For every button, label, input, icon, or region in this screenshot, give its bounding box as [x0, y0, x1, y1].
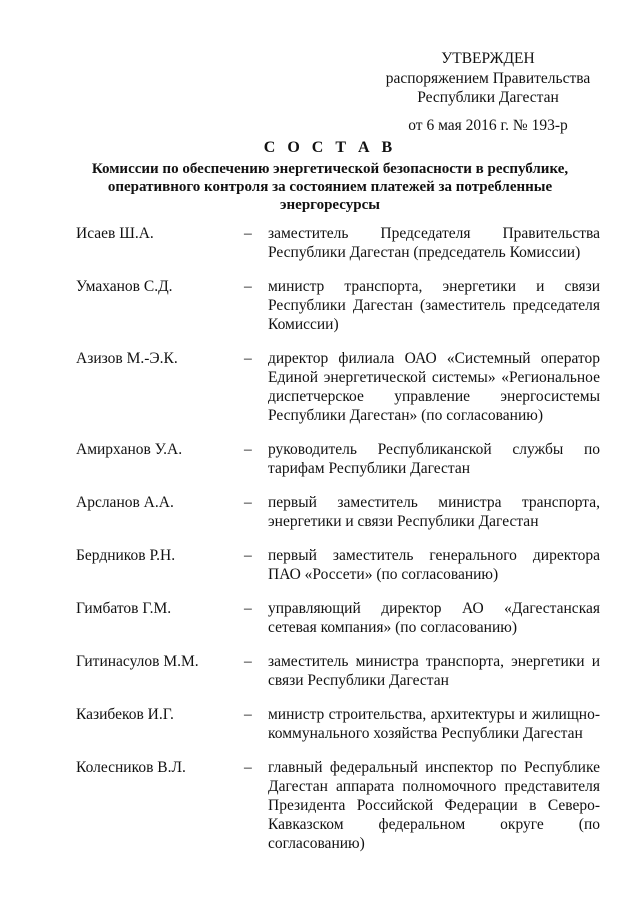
member-role: первый заместитель министра транспорта, энергетики и связи Республики Дагестан [268, 494, 600, 530]
member-dash: – [244, 441, 252, 458]
member-role: первый заместитель генерального директора ПАО «Россети» (по согласованию) [268, 547, 600, 583]
member-dash: – [244, 706, 252, 723]
member-row [76, 652, 600, 690]
member-dash: – [244, 225, 252, 242]
approval-line-order: распоряжением Правительства [385, 69, 591, 87]
approval-date: от 6 мая 2016 г. № 193-р [408, 116, 568, 134]
member-name: Умаханов С.Д. [76, 278, 173, 295]
member-role: министр строительства, архитектуры и жилищно-коммунального хозяйства Республики Дагестан [268, 706, 600, 742]
member-dash: – [244, 759, 252, 776]
member-dash: – [244, 600, 252, 617]
member-row [76, 277, 600, 334]
member-name: Колесников В.Л. [76, 759, 186, 776]
member-dash: – [244, 547, 252, 564]
member-dash: – [244, 653, 252, 670]
member-row [76, 758, 600, 853]
member-role: управляющий директор АО «Дагестанская сетевая компания» (по согласованию) [268, 600, 600, 636]
member-row [76, 546, 600, 584]
approval-line-approved: УТВЕРЖДЕН [441, 50, 535, 67]
approval-stamp [372, 49, 604, 135]
member-name: Гитинасулов М.М. [76, 653, 199, 670]
member-role: руководитель Республиканской службы по тарифам Республики Дагестан [268, 441, 600, 477]
member-name: Гимбатов Г.М. [76, 600, 172, 617]
member-role: заместитель министра транспорта, энергетики и связи Республики Дагестан [268, 653, 600, 689]
member-name: Азизов М.-Э.К. [76, 350, 178, 367]
member-row [76, 440, 600, 478]
member-name: Бердников Р.Н. [76, 547, 176, 564]
member-row [76, 493, 600, 531]
member-role: главный федеральный инспектор по Республике Дагестан аппарата полномочного представителя Президента Российской Федерации в Северо-Кавказском федеральном округе (по согласованию) [268, 759, 600, 852]
member-name: Казибеков И.Г. [76, 706, 174, 723]
member-dash: – [244, 350, 252, 367]
member-name: Амирханов У.А. [76, 441, 183, 458]
title-subtitle: Комиссии по обеспечению энергетической безопасности в республике, оперативного контроля за состоянием платежей за потребленные энергоресурсы [91, 161, 569, 213]
document-title [60, 138, 600, 214]
member-row [76, 705, 600, 743]
approval-line-republic: Республики Дагестан [417, 89, 559, 106]
member-name: Арсланов А.А. [76, 494, 174, 511]
member-dash: – [244, 494, 252, 511]
member-row [76, 349, 600, 425]
members-list [76, 224, 600, 853]
member-role: директор филиала ОАО «Системный оператор Единой энергетической системы» «Региональное диспетчерское управление энергосистемы Республики Дагестан» (по согласованию) [268, 350, 600, 424]
member-row [76, 224, 600, 262]
member-role: заместитель Председателя Правительства Республики Дагестан (председатель Комиссии) [268, 225, 600, 261]
member-dash: – [244, 278, 252, 295]
member-row [76, 599, 600, 637]
title-heading: С О С Т А В [263, 139, 397, 156]
member-name: Исаев Ш.А. [76, 225, 154, 242]
member-role: министр транспорта, энергетики и связи Республики Дагестан (заместитель председателя Комиссии) [268, 278, 600, 333]
